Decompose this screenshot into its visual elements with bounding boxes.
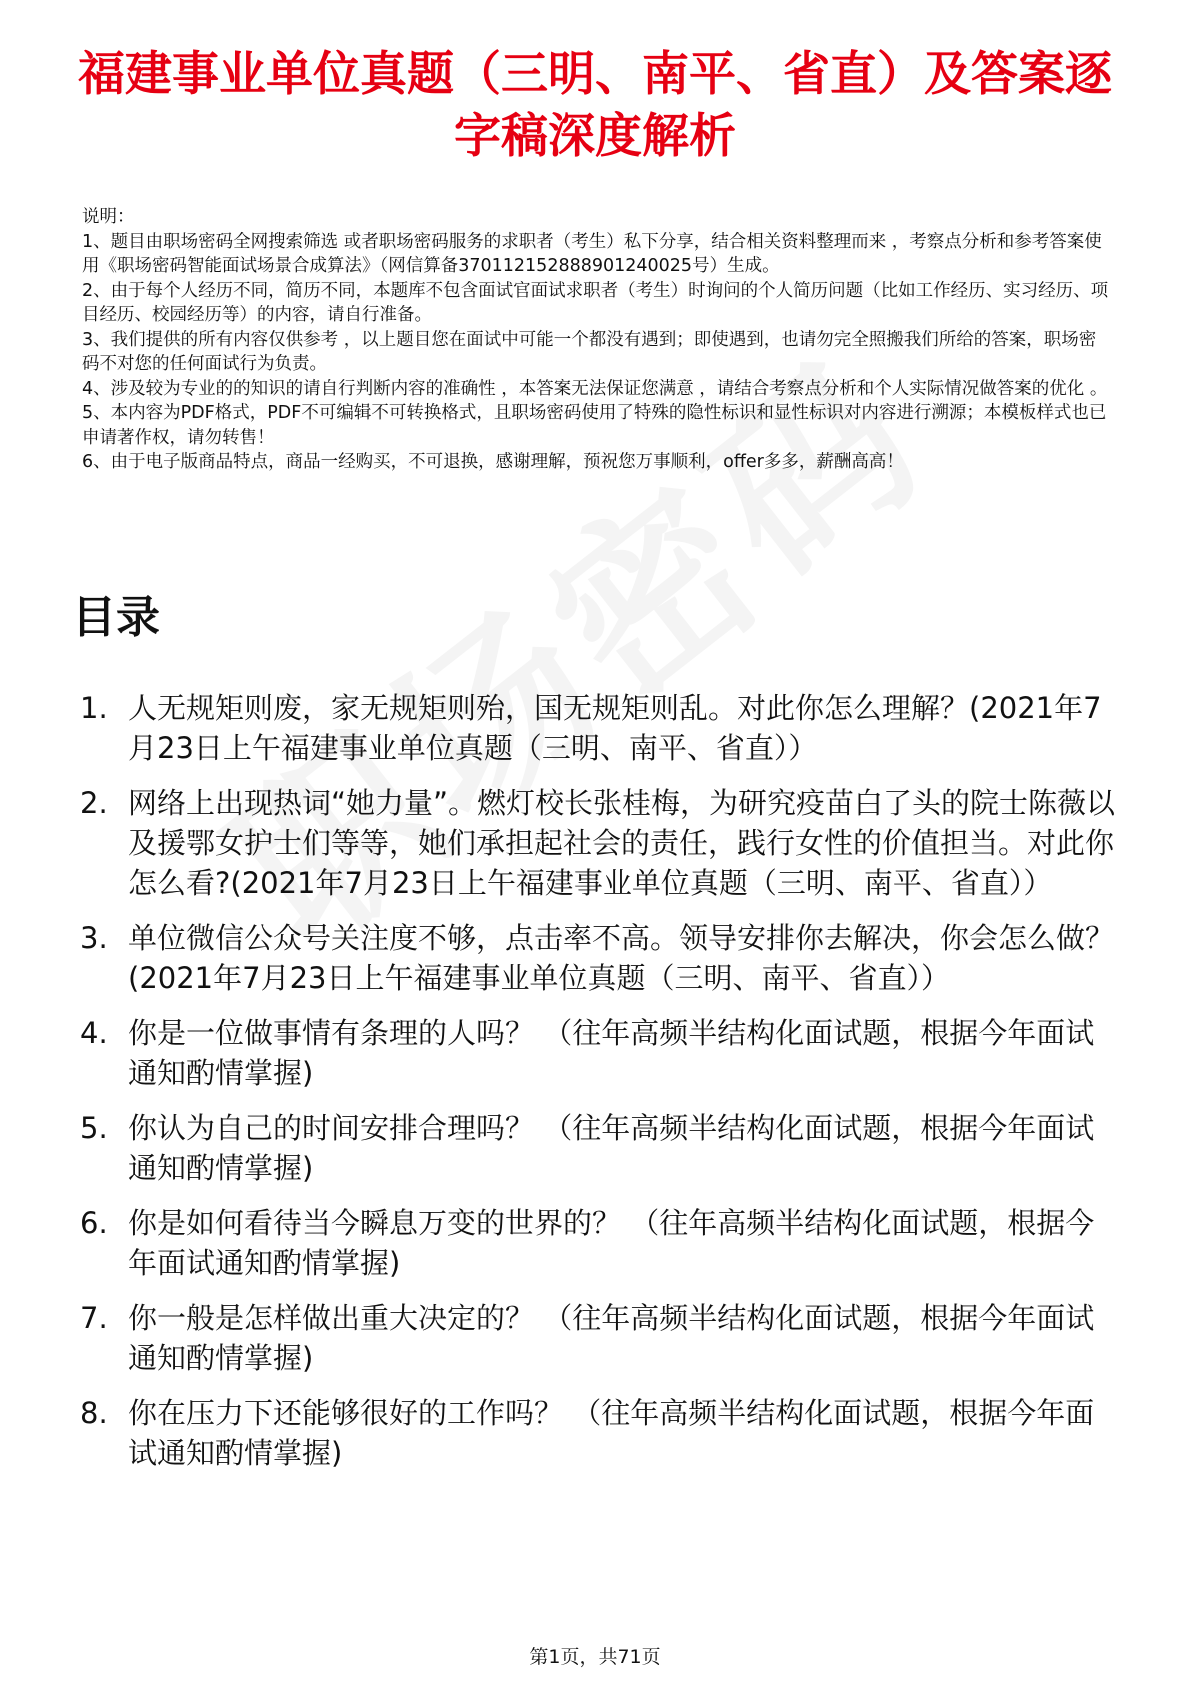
toc-item-text: 你一般是怎样做出重大决定的？ （往年高频半结构化面试题，根据今年面试通知酌情掌握) (128, 1301, 1095, 1375)
toc-item[interactable] (80, 1298, 1120, 1378)
toc-item-text: 网络上出现热词“她力量”。燃灯校长张桂梅，为研究疫苗白了头的院士陈薇以及援鄂女护士们等等，她们承担起社会的责任，践行女性的价值担当。对此你怎么看?(2021年7月23日上午福建事业单位真题（三明、南平、省直）） (128, 786, 1116, 900)
toc-item[interactable] (80, 783, 1120, 903)
toc-item-text: 你在压力下还能够很好的工作吗？ （往年高频半结构化面试题，根据今年面试通知酌情掌握) (128, 1396, 1095, 1470)
toc-item-text: 你是一位做事情有条理的人吗？ （往年高频半结构化面试题，根据今年面试通知酌情掌握) (128, 1016, 1095, 1090)
toc-item-number: 8. (80, 1396, 108, 1430)
page-number: 第1页，共71页 (529, 1646, 661, 1668)
toc-item-number: 4. (80, 1016, 108, 1050)
toc-item-text: 单位微信公众号关注度不够，点击率不高。领导安排你去解决，你会怎么做？(2021年7月23日上午福建事业单位真题（三明、南平、省直）） (128, 921, 1115, 995)
toc-item[interactable] (80, 1013, 1120, 1093)
toc-item-text: 人无规矩则废，家无规矩则殆，国无规矩则乱。对此你怎么理解？(2021年7月23日上午福建事业单位真题（三明、南平、省直）） (128, 691, 1102, 765)
toc-item-number: 3. (80, 921, 108, 955)
notes-line: 5、本内容为PDF格式，PDF不可编辑不可转换格式，且职场密码使用了特殊的隐性标识和显性标识对内容进行溯源；本模板样式也已申请著作权，请勿转售！ (82, 403, 1107, 448)
notes-line: 6、由于电子版商品特点，商品一经购买，不可退换，感谢理解，预祝您万事顺利，offer多多，薪酬高高！ (82, 452, 904, 472)
toc-item-number: 1. (80, 691, 108, 725)
notes-line: 3、我们提供的所有内容仅供参考 ，以上题目您在面试中可能一个都没有遇到；即使遇到，也请勿完全照搬我们所给的答案，职场密码不对您的任何面试行为负责。 (82, 329, 1097, 374)
notes-section (82, 205, 1112, 475)
toc-item[interactable] (80, 688, 1120, 768)
toc-item-number: 7. (80, 1301, 108, 1335)
notes-line: 2、由于每个人经历不同，简历不同，本题库不包含面试官面试求职者（考生）时询问的个人简历问题（比如工作经历、实习经历、项目经历、校园经历等）的内容，请自行准备。 (82, 280, 1109, 325)
notes-line: 4、涉及较为专业的的知识的请自行判断内容的准确性 ，本答案无法保证您满意 ，请结合考察点分析和个人实际情况做答案的优化 。 (82, 378, 1108, 399)
toc-item[interactable] (80, 1393, 1120, 1473)
notes-line: 说明： (82, 207, 135, 227)
toc-heading: 目录 (72, 592, 160, 643)
toc-list (80, 688, 1120, 1488)
toc-item-text: 你是如何看待当今瞬息万变的世界的？ （往年高频半结构化面试题，根据今年面试通知酌情掌握) (128, 1206, 1095, 1280)
document-title: 福建事业单位真题（三明、南平、省直）及答案逐字稿深度解析 (78, 47, 1112, 164)
toc-item-number: 5. (80, 1111, 108, 1145)
toc-item-text: 你认为自己的时间安排合理吗？ （往年高频半结构化面试题，根据今年面试通知酌情掌握) (128, 1111, 1095, 1185)
toc-item[interactable] (80, 1108, 1120, 1188)
notes-line: 1、题目由职场密码全网搜索筛选 或者职场密码服务的求职者（考生）私下分享，结合相关资料整理而来 ，考察点分析和参考答案使用《职场密码智能面试场景合成算法》（网信算备370112152888901240025号）生成。 (82, 231, 1102, 276)
toc-item-number: 2. (80, 786, 108, 820)
toc-item[interactable] (80, 918, 1120, 998)
toc-item-number: 6. (80, 1206, 108, 1240)
toc-item[interactable] (80, 1203, 1120, 1283)
